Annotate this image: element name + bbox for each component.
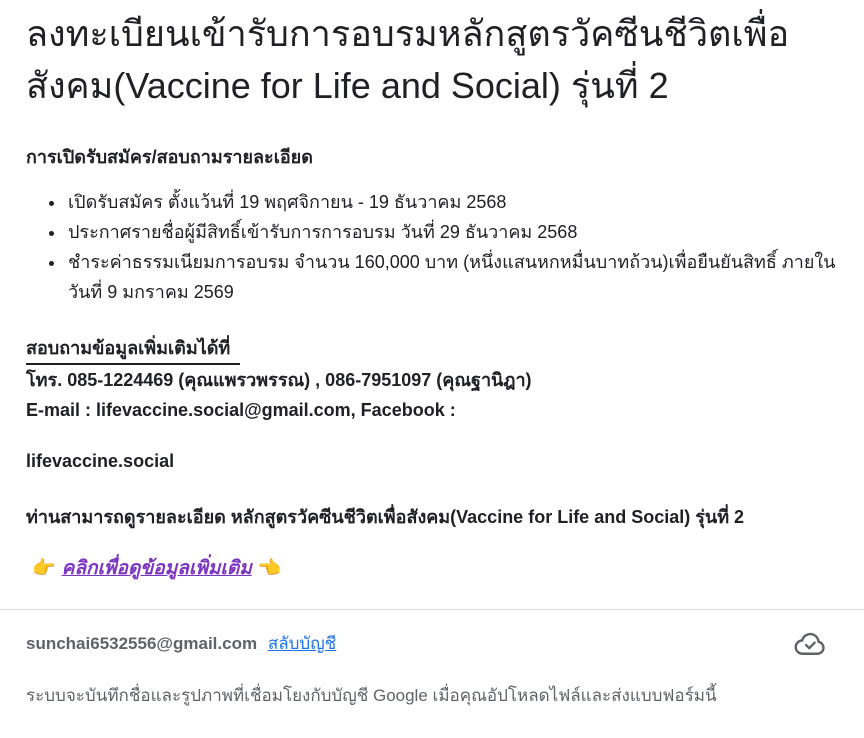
details-line: ท่านสามารถดูรายละเอียด หลักสูตรวัคซีนชีวิตเพื่อสังคม(Vaccine for Life and Social) รุ่นที่ 2 (26, 506, 745, 527)
account-info (26, 630, 336, 657)
list-item: • ชำระค่าธรรมเนียมการอบรม จำนวน 160,000 บาท (หนึ่งแสนหกหมื่นบาทถ้วน)เพื่อยืนยันสิทธิ์ ภายในวันที่ 9 มกราคม 2569 (66, 247, 838, 307)
list-item: • ประกาศรายชื่อผู้มีสิทธิ์เข้ารับการการอบรม วันที่ 29 ธันวาคม 2568 (66, 217, 838, 247)
account-email: sunchai6532556@gmail.com (26, 634, 258, 654)
contact-block (26, 333, 838, 425)
form-description-section (0, 8, 864, 583)
registration-bullet-list (26, 187, 838, 307)
switch-account-link[interactable]: สลับบัญชี (267, 634, 337, 654)
contact-heading: สอบถามข้อมูลเพิ่มเติมได้ที่ (26, 333, 838, 365)
list-item: • เปิดรับสมัคร ตั้งแว้นที่ 19 พฤศจิกายน - 19 ธันวาคม 2568 (66, 187, 838, 217)
page-title: ลงทะเบียนเข้ารับการอบรมหลักสูตรวัคซีนชีวิตเพื่อสังคม(Vaccine for Life and Social) รุ่นที่ 2 (26, 13, 790, 106)
email-line: E-mail : lifevaccine.social@gmail.com, Facebook : (26, 399, 456, 420)
phone-line: โทร. 085-1224469 (คุณแพรวพรรณ) , 086-7951097 (คุณฐานิฎา) (26, 369, 532, 390)
pointing-right-icon: 👉 (32, 557, 56, 579)
pointing-left-icon: 👈 (257, 557, 282, 579)
cloud-check-icon (792, 626, 828, 662)
facebook-page-name: lifevaccine.social (26, 450, 175, 471)
more-info-line (26, 553, 838, 583)
registration-section-heading: การเปิดรับสมัคร/สอบถามรายละเอียด (26, 146, 313, 167)
account-bar (0, 610, 864, 662)
more-info-link[interactable]: คลิกเพื่อดูข้อมูลเพิ่มเติม (61, 557, 252, 579)
footer-note: ระบบจะบันทึกชื่อและรูปภาพที่เชื่อมโยงกับบัญชี Google เมื่อคุณอัปโหลดไฟล์และส่งแบบฟอร์มนี้ (26, 685, 717, 705)
